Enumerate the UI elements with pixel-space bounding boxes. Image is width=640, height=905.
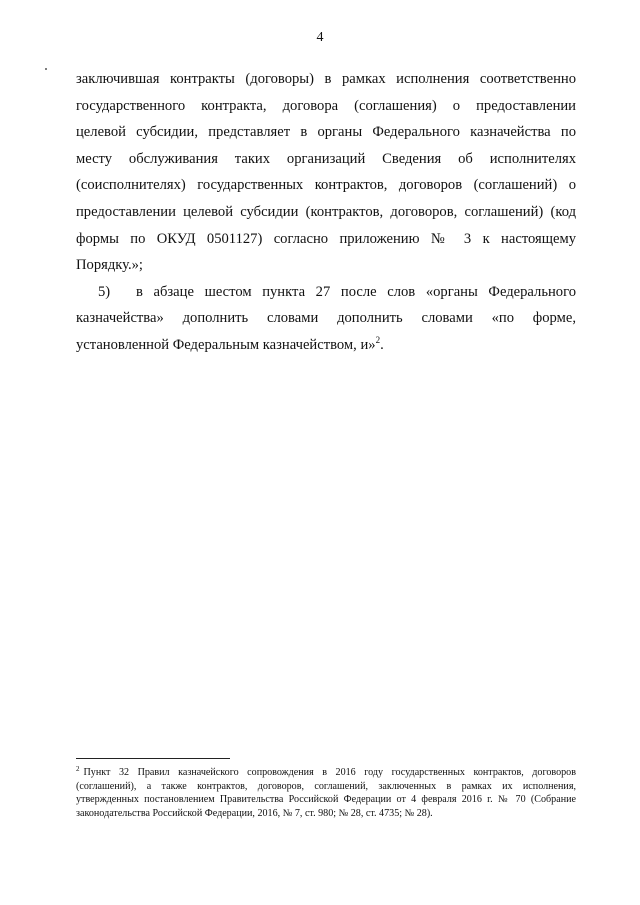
footnote-line: утвержденных постановлением Правительства Российской Федерации от 4 февраля 2016 г. № 70 (Собрание [76,794,576,805]
footnote-mark: 2 [76,765,80,773]
footnote-reference[interactable]: 2 [375,334,381,345]
end-punctuation: . [380,336,384,353]
text-line: (соисполнителях) государственных контрактов, договоров (соглашений) о [76,177,576,194]
text-line: казначейства» дополнить словами дополнить словами «по форме, [76,310,576,327]
text-line [76,332,576,359]
text-line: Порядку.»; [76,257,143,274]
footnote [76,766,576,820]
text-line: государственного контракта, договора (соглашения) о предоставлении [76,97,576,114]
text-line [76,279,576,306]
footnote-text: Пункт 32 Правил казначейского сопровождения в 2016 году государственных контрактов, договоров [83,767,576,778]
text-line: заключившая контракты (договоры) в рамках исполнения соответственно [76,71,576,87]
item-first-line: в абзаце шестом пункта 27 после слов «органы Федерального [136,283,576,300]
paragraph-continuation [76,66,576,279]
footnote-line: законодательства Российской Федерации, 2016, № 7, ст. 980; № 28, ст. 4735; № 28). [76,807,433,819]
footnote-line [76,766,576,780]
text-line: формы по ОКУД 0501127) согласно приложению № 3 к настоящему [76,230,576,247]
text-line: целевой субсидии, представляет в органы Федерального казначейства по [76,124,576,141]
text-line: месту обслуживания таких организаций Сведения об исполнителях [76,150,576,167]
scan-artifact [45,68,47,70]
body-text [76,66,576,359]
text-line: предоставлении целевой субсидии (контрактов, договоров, соглашений) (код [76,203,576,220]
page-number: 4 [316,30,324,45]
item-number: 5) [98,283,111,300]
item-third-line: установленной Федеральным казначейством, и» [76,336,376,353]
footnote-line: (соглашений), а также контрактов, договоров, соглашений, заключенных в рамках их исполнения, [76,780,576,792]
footnote-divider [76,758,230,759]
paragraph-item-5 [76,279,576,359]
